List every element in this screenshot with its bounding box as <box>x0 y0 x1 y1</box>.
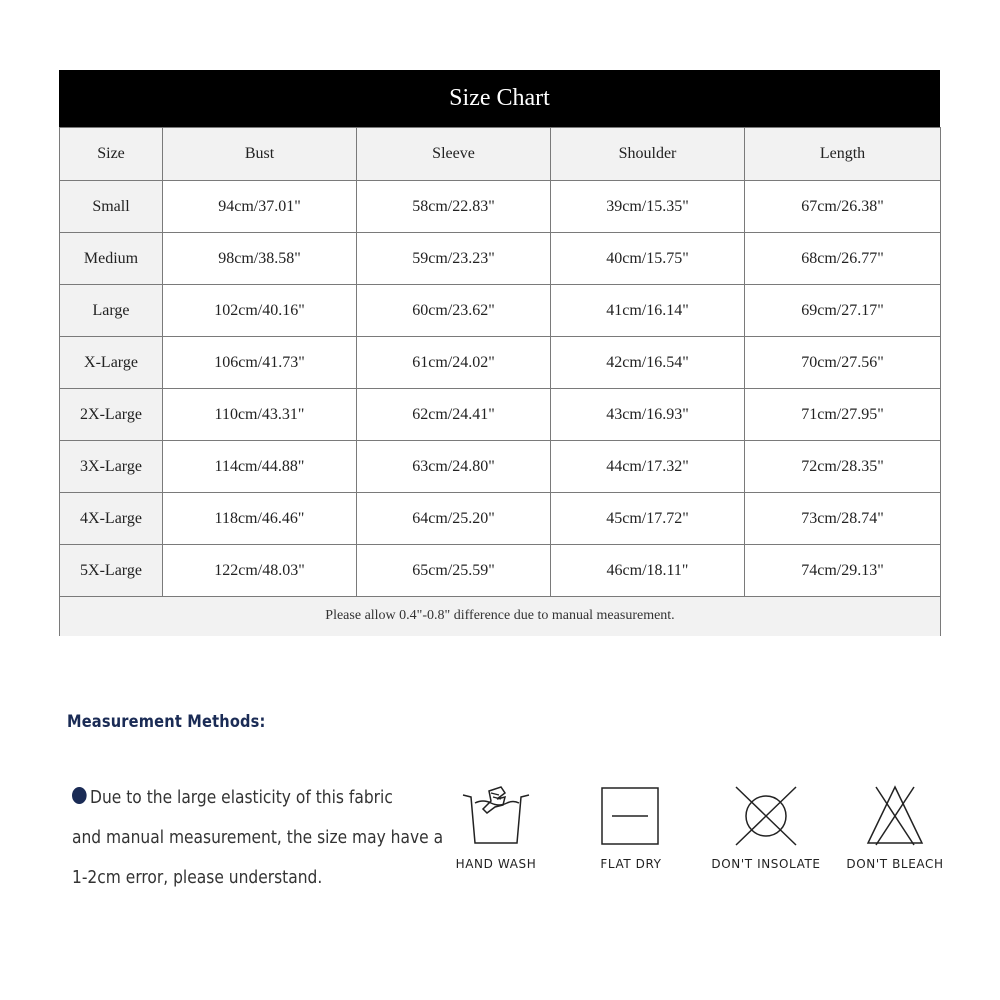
table-header-row <box>60 128 941 181</box>
measurement-cell: 102cm/40.16" <box>163 285 357 337</box>
measurement-cell: 62cm/24.41" <box>357 389 551 441</box>
size-label-cell: 4X-Large <box>60 493 163 545</box>
column-header: Length <box>745 128 941 181</box>
table-row <box>60 545 941 597</box>
care-label: HAND WASH <box>455 857 537 871</box>
measurement-methods-title: Measurement Methods: <box>67 712 266 732</box>
measurement-cell: 70cm/27.56" <box>745 337 941 389</box>
column-header: Sleeve <box>357 128 551 181</box>
measurement-cell: 65cm/25.59" <box>357 545 551 597</box>
size-label-cell: 5X-Large <box>60 545 163 597</box>
measurement-cell: 60cm/23.62" <box>357 285 551 337</box>
table-row <box>60 181 941 233</box>
measurement-cell: 64cm/25.20" <box>357 493 551 545</box>
measurement-cell: 63cm/24.80" <box>357 441 551 493</box>
measurement-cell: 122cm/48.03" <box>163 545 357 597</box>
measurement-cell: 58cm/22.83" <box>357 181 551 233</box>
column-header: Bust <box>163 128 357 181</box>
size-table <box>59 127 941 636</box>
column-header: Size <box>60 128 163 181</box>
measurement-cell: 45cm/17.72" <box>551 493 745 545</box>
care-dont-bleach <box>830 785 960 871</box>
size-chart-title: Size Chart <box>59 70 940 127</box>
measurement-cell: 42cm/16.54" <box>551 337 745 389</box>
do-not-bleach-icon <box>864 785 926 847</box>
measurement-cell: 114cm/44.88" <box>163 441 357 493</box>
table-footnote: Please allow 0.4"-0.8" difference due to manual measurement. <box>60 597 941 636</box>
care-label: DON'T INSOLATE <box>711 857 821 871</box>
size-label-cell: Large <box>60 285 163 337</box>
care-label: FLAT DRY <box>600 857 662 871</box>
measurement-cell: 41cm/16.14" <box>551 285 745 337</box>
measurement-cell: 43cm/16.93" <box>551 389 745 441</box>
note-line: 1-2cm error, please understand. <box>72 867 323 888</box>
column-header: Shoulder <box>551 128 745 181</box>
flat-dry-icon <box>600 785 662 847</box>
table-row <box>60 233 941 285</box>
measurement-cell: 94cm/37.01" <box>163 181 357 233</box>
measurement-cell: 72cm/28.35" <box>745 441 941 493</box>
table-row <box>60 493 941 545</box>
do-not-insolate-icon <box>731 785 801 847</box>
table-row <box>60 389 941 441</box>
measurement-cell: 110cm/43.31" <box>163 389 357 441</box>
measurement-note <box>72 778 459 898</box>
size-label-cell: X-Large <box>60 337 163 389</box>
measurement-cell: 68cm/26.77" <box>745 233 941 285</box>
care-flat-dry <box>566 785 696 871</box>
measurement-cell: 98cm/38.58" <box>163 233 357 285</box>
table-row <box>60 441 941 493</box>
measurement-cell: 106cm/41.73" <box>163 337 357 389</box>
table-row <box>60 285 941 337</box>
table-footnote-row <box>60 597 941 636</box>
size-label-cell: 3X-Large <box>60 441 163 493</box>
measurement-cell: 67cm/26.38" <box>745 181 941 233</box>
hand-wash-icon <box>461 785 531 847</box>
note-line: and manual measurement, the size may have a <box>72 827 444 848</box>
size-label-cell: 2X-Large <box>60 389 163 441</box>
measurement-cell: 46cm/18.11" <box>551 545 745 597</box>
bullet-icon <box>72 787 87 804</box>
size-label-cell: Medium <box>60 233 163 285</box>
size-chart <box>59 70 940 636</box>
measurement-cell: 44cm/17.32" <box>551 441 745 493</box>
care-dont-insolate <box>701 785 831 871</box>
table-row <box>60 337 941 389</box>
care-hand-wash <box>431 785 561 871</box>
measurement-cell: 69cm/27.17" <box>745 285 941 337</box>
measurement-cell: 59cm/23.23" <box>357 233 551 285</box>
measurement-cell: 71cm/27.95" <box>745 389 941 441</box>
note-line: Due to the large elasticity of this fabric <box>72 778 459 818</box>
size-label-cell: Small <box>60 181 163 233</box>
measurement-cell: 74cm/29.13" <box>745 545 941 597</box>
measurement-cell: 39cm/15.35" <box>551 181 745 233</box>
measurement-cell: 118cm/46.46" <box>163 493 357 545</box>
measurement-cell: 40cm/15.75" <box>551 233 745 285</box>
measurement-cell: 61cm/24.02" <box>357 337 551 389</box>
measurement-cell: 73cm/28.74" <box>745 493 941 545</box>
care-label: DON'T BLEACH <box>846 857 944 871</box>
